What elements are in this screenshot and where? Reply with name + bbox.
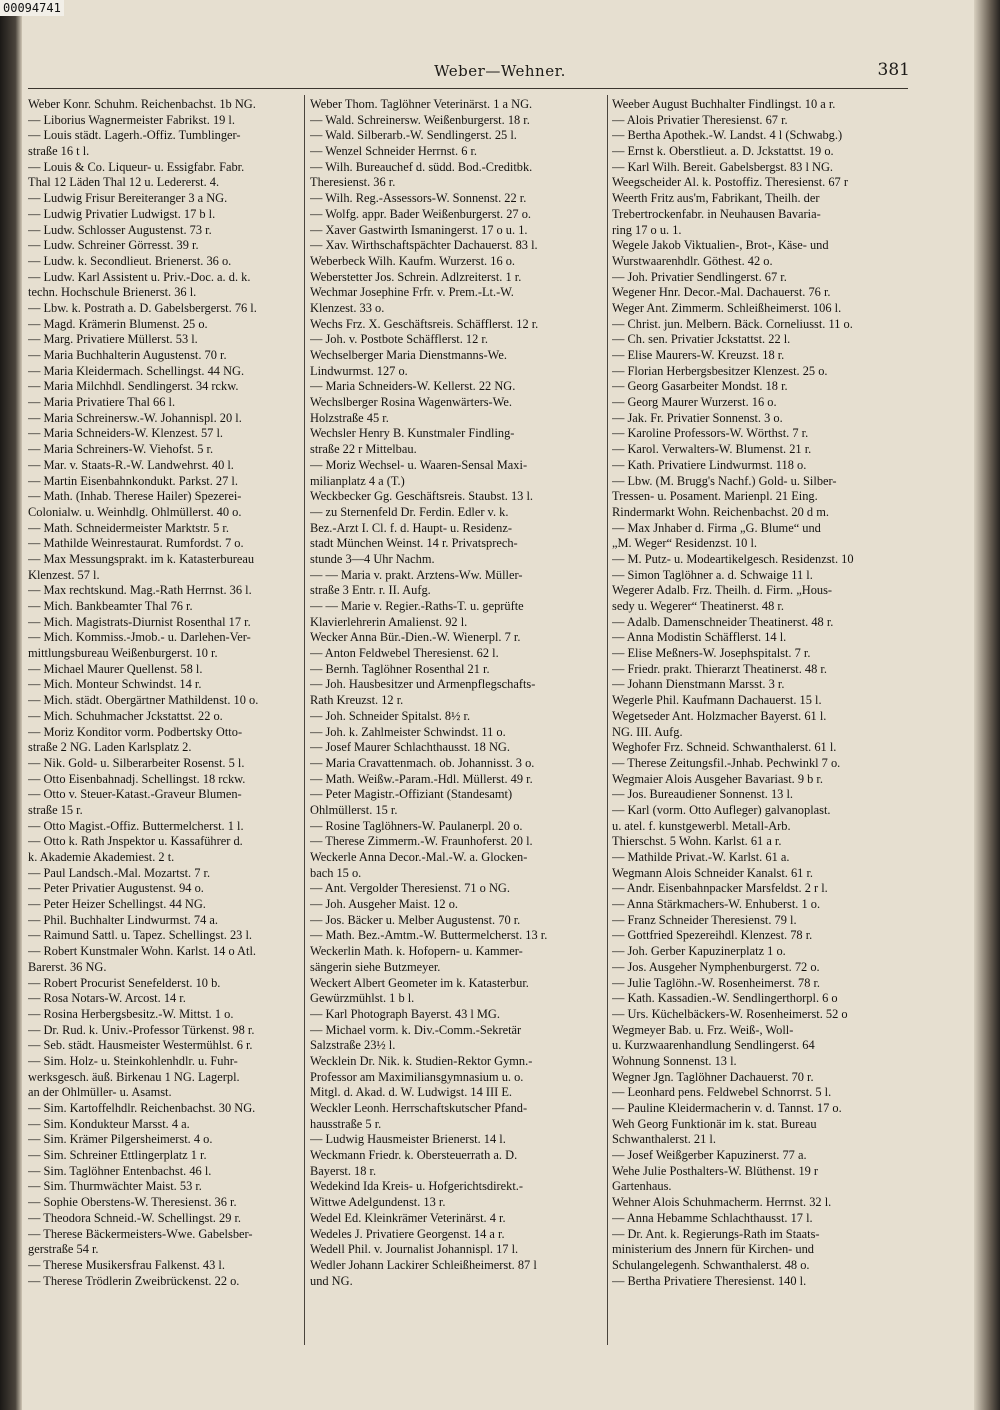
entry-line: — Karl Wilh. Bereit. Gabelsbergst. 83 l NG. [612, 159, 834, 174]
entry-line: Bayerst. 18 r. [310, 1163, 377, 1178]
entry-line: Rindermarkt Wohn. Reichenbachst. 20 d m. [612, 504, 829, 519]
book-gutter [0, 0, 22, 1410]
entry-line: — Karl Photograph Bayerst. 43 l MG. [310, 1006, 500, 1021]
entry-line: — Otto Magist.-Offiz. Buttermelcherst. 1 l. [28, 818, 244, 833]
entry-line: Rath Kreuzst. 12 r. [310, 693, 404, 708]
entry-line: Mitgl. d. Akad. d. W. Ludwigst. 14 III E. [310, 1085, 513, 1100]
entry-line: Wedler Johann Lackirer Schleißheimerst. 87 l [310, 1257, 537, 1272]
entry-line: Schwanthalerst. 21 l. [612, 1132, 716, 1147]
entry-line: Wedell Phil. v. Journalist Johannispl. 17 l. [310, 1242, 519, 1257]
entry-line: Wehner Alois Schuhmacherm. Herrnst. 32 l. [612, 1195, 832, 1210]
entry-line: techn. Hochschule Brienerst. 36 l. [28, 285, 197, 300]
column-separator [304, 95, 305, 1345]
entry-line: — Josef Weißgerber Kapuzinerst. 77 a. [612, 1148, 807, 1163]
entry-line: sedy u. Wegerer“ Theatinerst. 48 r. [612, 599, 784, 613]
entry-line: straße 2 NG. Laden Karlsplatz 2. [28, 740, 192, 755]
entry-line: werksgesch. äuß. Birkenau 1 NG. Lagerpl. [28, 1069, 240, 1084]
entry-line: Wedel Ed. Kleinkrämer Veterinärst. 4 r. [310, 1210, 506, 1225]
entry-line: — Wilh. Reg.-Assessors-W. Sonnenst. 22 r. [310, 191, 527, 206]
entry-line: — Mar. v. Staats-R.-W. Landwehrst. 40 l. [28, 457, 234, 472]
scan-stamp: 00094741 [0, 0, 64, 16]
entry-line: — Otto k. Rath Jnspektor u. Kassaführer d. [28, 834, 243, 849]
entry-line: — Karl (vorm. Otto Aufleger) galvanoplast. [612, 802, 831, 817]
entry-line: — Robert Kunstmaler Wohn. Karlst. 14 o Atl. [28, 944, 256, 959]
entry-line: — Ludw. Schlosser Augustenst. 73 r. [28, 222, 212, 237]
entry-line: — Lbw. (M. Brugg's Nachf.) Gold- u. Silber- [612, 473, 837, 488]
entry-line: Wurstwaarenhdlr. Göthest. 42 o. [612, 253, 773, 268]
column-3 [612, 97, 910, 1289]
entry-line: Weberstetter Jos. Schrein. Adlzreiterst. 1 r. [310, 269, 522, 284]
entry-line: — Maria Schreiners-W. Viehofst. 5 r. [28, 442, 214, 457]
entry-line: — Joh. Privatier Sendlingerst. 67 r. [612, 269, 787, 284]
entry-line: Wehe Julie Posthalters-W. Blüthenst. 19 r [612, 1163, 819, 1178]
entry-line: — Maria Kleidermach. Schellingst. 44 NG. [28, 363, 245, 378]
entry-line: — Sim. Kondukteur Marsst. 4 a. [28, 1116, 190, 1131]
entry-line: — Elise Maurers-W. Kreuzst. 18 r. [612, 348, 785, 362]
entry-line: — Gottfried Spezereihdl. Klenzest. 78 r. [612, 928, 813, 943]
entry-line: — Joh. Schneider Spitalst. 8½ r. [310, 708, 471, 723]
entry-line: — Julie Taglöhn.-W. Rosenheimerst. 78 r. [612, 975, 821, 990]
entry-line: — Rosina Herbergsbesitz.-W. Mittst. 1 o. [28, 1006, 234, 1021]
entry-line: — Friedr. prakt. Thierarzt Theatinerst. 48 r. [612, 661, 827, 676]
entry-line: Weber Konr. Schuhm. Reichenbachst. 1b NG. [28, 97, 256, 111]
entry-line: Salzstraße 23½ l. [310, 1038, 396, 1053]
entry-line: NG. III. Aufg. [612, 724, 683, 739]
entry-line: Schulangelegenh. Schwanthalerst. 48 o. [612, 1257, 810, 1272]
entry-line: — Michael vorm. k. Div.-Comm.-Sekretär [310, 1022, 522, 1037]
entry-line: — zu Sternenfeld Dr. Ferdin. Edler v. k. [310, 504, 509, 519]
entry-line: — M. Putz- u. Modeartikelgesch. Residenzst. 10 [612, 551, 854, 566]
entry-line: — Sim. Holz- u. Steinkohlenhdlr. u. Fuhr- [28, 1053, 238, 1068]
entry-line: — Joh. Hausbesitzer und Armenpflegschafts- [310, 677, 536, 692]
entry-line: — Anna Hebamme Schlachthausst. 17 l. [612, 1210, 813, 1225]
entry-line: Holzstraße 45 r. [310, 410, 389, 425]
entry-line: — — Maria v. prakt. Arztens-Ww. Müller- [310, 567, 523, 582]
column-2 [310, 97, 602, 1289]
entry-line: — Sim. Kartoffelhdlr. Reichenbachst. 30 NG. [28, 1101, 256, 1115]
entry-line: — Joh. Ausgeher Maist. 12 o. [310, 897, 458, 912]
entry-line: — Maria Schneiders-W. Klenzest. 57 l. [28, 426, 223, 441]
entry-line: — Sim. Taglöhner Entenbachst. 46 l. [28, 1163, 212, 1178]
entry-line: — Kath. Kassadien.-W. Sendlingerthorpl. 6 o [612, 991, 838, 1006]
entry-line: Gartenhaus. [612, 1179, 672, 1194]
column-1 [28, 97, 298, 1289]
entry-line: „M. Weger“ Residenzst. 10 l. [612, 536, 758, 551]
entry-line: — Martin Eisenbahnkondukt. Parkst. 27 l. [28, 473, 238, 488]
entry-line: Wedekind Ida Kreis- u. Hofgerichtsdirekt.- [310, 1179, 524, 1194]
entry-line: — Therese Bäckermeisters-Wwe. Gabelsber- [28, 1226, 253, 1241]
entry-line: — Sim. Schreiner Ettlingerplatz 1 r. [28, 1148, 207, 1163]
entry-line: mittlungsbureau Weißenburgerst. 10 r. [28, 646, 218, 661]
entry-line: Wegner Jgn. Taglöhner Dachauerst. 70 r. [612, 1069, 814, 1084]
entry-line: — Bertha Apothek.-W. Landst. 4 l (Schwabg.) [612, 128, 843, 143]
entry-line: Wohnung Sonnenst. 13 l. [612, 1053, 737, 1068]
column-separator [607, 95, 608, 1345]
entry-line: bach 15 o. [310, 865, 362, 880]
entry-line: Tressen- u. Posament. Marienpl. 21 Eing. [612, 489, 818, 504]
entry-line: — Paul Landsch.-Mal. Mozartst. 7 r. [28, 865, 211, 880]
entry-line: Wecklein Dr. Nik. k. Studien-Rektor Gymn.- [310, 1053, 533, 1068]
entry-line: — Urs. Küchelbäckers-W. Rosenheimerst. 52 o [612, 1006, 848, 1021]
entry-line: Klenzest. 33 o. [310, 300, 385, 315]
entry-line: milianplatz 4 a (T.) [310, 473, 405, 488]
entry-line: — Mich. städt. Obergärtner Mathildenst. 10 o. [28, 693, 259, 708]
entry-line: — Mich. Bankbeamter Thal 76 r. [28, 599, 193, 613]
entry-line: Wecker Anna Bür.-Dien.-W. Wienerpl. 7 r. [310, 630, 521, 645]
entry-line: u. atel. f. kunstgewerbl. Metall-Arb. [612, 818, 791, 833]
entry-line: gerstraße 54 r. [28, 1242, 99, 1257]
entry-line: Theresienst. 36 r. [310, 175, 396, 190]
entry-line: — Wenzel Schneider Herrnst. 6 r. [310, 144, 478, 159]
entry-line: Weckerlin Math. k. Hofopern- u. Kammer- [310, 944, 523, 959]
entry-line: — Joh. v. Postbote Schäfflerst. 12 r. [310, 332, 488, 347]
entry-line: — Kath. Privatiere Lindwurmst. 118 o. [612, 457, 807, 472]
entry-line: — Mich. Monteur Schwindst. 14 r. [28, 677, 202, 692]
entry-line: Colonialw. u. Weinhdlg. Ohlmüllerst. 40 o. [28, 504, 242, 519]
entry-line: Ohlmüllerst. 15 r. [310, 802, 398, 817]
entry-line: — Ludw. Karl Assistent u. Priv.-Doc. a. d. k. [28, 269, 251, 284]
entry-line: Wechmar Josephine Frfr. v. Prem.-Lt.-W. [310, 285, 514, 300]
entry-line: — Dr. Rud. k. Univ.-Professor Türkenst. 98 r. [28, 1022, 255, 1037]
entry-line: — Louis städt. Lagerh.-Offiz. Tumblinger- [28, 128, 241, 143]
entry-line: — Ludwig Frisur Bereiteranger 3 a NG. [28, 191, 228, 206]
entry-line: — Maria Buchhalterin Augustenst. 70 r. [28, 348, 227, 362]
entry-line: Weeber August Buchhalter Findlingst. 10 a r. [612, 97, 836, 111]
entry-line: — Anna Modistin Schäfflerst. 14 l. [612, 630, 787, 645]
entry-line: Klenzest. 57 l. [28, 567, 100, 582]
entry-line: — Moriz Wechsel- u. Waaren-Sensal Maxi- [310, 457, 528, 472]
entry-line: — Phil. Buchhalter Lindwurmst. 74 a. [28, 912, 218, 927]
entry-line: — Xav. Wirthschaftspächter Dachauerst. 83 l. [310, 238, 538, 253]
entry-line: — Alois Privatier Theresienst. 67 r. [612, 112, 788, 127]
entry-line: Wegerer Adalb. Frz. Theilh. d. Firm. „Hous- [612, 583, 833, 598]
entry-line: Thierschst. 5 Wohn. Karlst. 61 a r. [612, 834, 782, 849]
entry-line: — Math. Bez.-Amtm.-W. Buttermelcherst. 13 r. [310, 928, 548, 943]
entry-line: — Ernst k. Oberstlieut. a. D. Jckstattst. 19 o. [612, 144, 834, 159]
entry-line: Wittwe Adelgundenst. 13 r. [310, 1195, 446, 1210]
entry-line: Barerst. 36 NG. [28, 959, 107, 974]
entry-line: u. Kurzwaarenhandlung Sendlingerst. 64 [612, 1038, 815, 1053]
entry-line: — Anton Feldwebel Theresienst. 62 l. [310, 646, 499, 661]
entry-line: — Sophie Oberstens-W. Theresienst. 36 r. [28, 1195, 237, 1210]
entry-line: stadt München Weinst. 14 r. Privatsprech- [310, 536, 518, 551]
entry-line: — Magd. Krämerin Blumenst. 25 o. [28, 316, 208, 331]
entry-line: — Seb. städt. Hausmeister Westermühlst. 6 r. [28, 1038, 253, 1053]
page-number: 381 [877, 60, 910, 80]
entry-line: — Florian Herbergsbesitzer Klenzest. 25 o. [612, 363, 828, 378]
entry-line: — Rosine Taglöhners-W. Paulanerpl. 20 o. [310, 818, 523, 833]
entry-line: — Elise Meßners-W. Josephspitalst. 7 r. [612, 646, 811, 661]
entry-line: Wegmaier Alois Ausgeher Bavariast. 9 b r. [612, 771, 823, 786]
entry-line: — Joh. k. Zahlmeister Schwindst. 11 o. [310, 724, 506, 739]
entry-line: — Jos. Bäcker u. Melber Augustenst. 70 r. [310, 912, 521, 927]
entry-line: straße 3 Entr. r. II. Aufg. [310, 583, 431, 598]
entry-line: — Therese Zeitungsfil.-Jnhab. Pechwinkl 7 o. [612, 755, 841, 770]
entry-line: — Maria Privatiere Thal 66 l. [28, 395, 176, 410]
entry-line: — Nik. Gold- u. Silberarbeiter Rosenst. 5 l. [28, 755, 245, 770]
entry-line: — Jos. Ausgeher Nymphenburgerst. 72 o. [612, 959, 820, 974]
entry-line: Wegele Jakob Viktualien-, Brot-, Käse- und [612, 238, 829, 253]
entry-line: — Jak. Fr. Privatier Sonnenst. 3 o. [612, 410, 783, 425]
entry-line: — Sim. Krämer Pilgersheimerst. 4 o. [28, 1132, 213, 1147]
entry-line: — — Marie v. Regier.-Raths-T. u. geprüfte [310, 599, 524, 613]
entry-line: — Karoline Professors-W. Wörthst. 7 r. [612, 426, 809, 441]
entry-line: Weger Ant. Zimmerm. Schleißheimerst. 106 l. [612, 300, 842, 315]
entry-line: — Ludw. k. Secondlieut. Brienerst. 36 o. [28, 253, 232, 268]
entry-line: — Franz Schneider Theresienst. 79 l. [612, 912, 797, 927]
entry-line: — Otto v. Steuer-Katast.-Graveur Blumen- [28, 787, 242, 802]
entry-line: — Karol. Verwalters-W. Blumenst. 21 r. [612, 442, 812, 457]
entry-line: Weegscheider Al. k. Postoffiz. Theresienst. 67 r [612, 175, 848, 190]
entry-line: — Sim. Thurmwächter Maist. 53 r. [28, 1179, 202, 1194]
entry-line: — Josef Maurer Schlachthausst. 18 NG. [310, 740, 510, 755]
entry-line: — Bernh. Taglöhner Rosenthal 21 r. [310, 661, 490, 676]
entry-line: — Wolfg. appr. Bader Weißenburgerst. 27 o. [310, 206, 531, 221]
entry-line: Wechsler Henry B. Kunstmaler Findling- [310, 426, 515, 441]
entry-line: — Math. Schneidermeister Marktstr. 5 r. [28, 520, 229, 535]
entry-line: — Ludwig Hausmeister Brienerst. 14 l. [310, 1132, 506, 1147]
entry-line: ministerium des Jnnern für Kirchen- und [612, 1242, 814, 1257]
entry-line: Thal 12 Läden Thal 12 u. Ledererst. 4. [28, 175, 220, 190]
entry-line: — Max Messungsprakt. im k. Katasterbureau [28, 551, 255, 566]
entry-line: straße 22 r Mittelbau. [310, 442, 417, 457]
entry-line: — Rosa Notars-W. Arcost. 14 r. [28, 991, 186, 1006]
entry-line: — Math. (Inhab. Therese Hailer) Spezerei- [28, 489, 242, 504]
entry-line: Wegerle Phil. Kaufmann Dachauerst. 15 l. [612, 693, 822, 708]
entry-line: — Therese Zimmerm.-W. Fraunhoferst. 20 l. [310, 834, 533, 849]
entry-line: — Andr. Eisenbahnpacker Marsfeldst. 2 r l. [612, 881, 828, 896]
entry-line: Weckler Leonh. Herrschaftskutscher Pfand- [310, 1101, 528, 1115]
entry-line: — Peter Heizer Schellingst. 44 NG. [28, 897, 206, 912]
entry-line: — Max Jnhaber d. Firma „G. Blume“ und [612, 520, 821, 535]
entry-line: — Maria Schneiders-W. Kellerst. 22 NG. [310, 379, 516, 394]
entry-line: Wechslberger Rosina Wagenwärters-We. [310, 395, 512, 410]
entry-line: Weghofer Frz. Schneid. Schwanthalerst. 61 l. [612, 740, 837, 755]
entry-line: — Theodora Schneid.-W. Schellingst. 29 r. [28, 1210, 242, 1225]
entry-line: — Max rechtskund. Mag.-Rath Herrnst. 36 l. [28, 583, 252, 598]
entry-line: — Ch. sen. Privatier Jckstattst. 22 l. [612, 332, 791, 347]
entry-line: — Simon Taglöhner a. d. Schwaige 11 l. [612, 567, 813, 582]
entry-line: — Lbw. k. Postrath a. D. Gabelsbergerst. 76 l. [28, 300, 257, 315]
running-head: Weber—Wehner. [434, 62, 566, 80]
entry-line: — Wald. Silberarb.-W. Sendlingerst. 25 l. [310, 128, 517, 143]
entry-line: — Ant. Vergolder Theresienst. 71 o NG. [310, 881, 510, 896]
entry-line: hausstraße 5 r. [310, 1116, 382, 1131]
header-rule [28, 88, 908, 89]
entry-line: — Robert Procurist Senefelderst. 10 b. [28, 975, 221, 990]
entry-line: — Wilh. Bureauchef d. südd. Bod.-Creditbk. [310, 159, 533, 174]
entry-line: Weerth Fritz aus'm, Fabrikant, Theilh. der [612, 191, 820, 206]
entry-line: — Mich. Schuhmacher Jckstattst. 22 o. [28, 708, 223, 723]
entry-line: Trebertrockenfabr. in Neuhausen Bavaria- [612, 206, 821, 221]
entry-line: und NG. [310, 1273, 353, 1288]
entry-line: — Maria Schreinersw.-W. Johannispl. 20 l. [28, 410, 242, 425]
entry-line: Wedeles J. Privatiere Georgenst. 14 a r. [310, 1226, 505, 1241]
entry-line: straße 15 r. [28, 802, 83, 817]
entry-line: — Mathilde Privat.-W. Karlst. 61 a. [612, 850, 790, 864]
entry-line: straße 16 t l. [28, 144, 90, 159]
entry-line: Wegener Hnr. Decor.-Mal. Dachauerst. 76 r. [612, 285, 831, 300]
entry-line: — Peter Magistr.-Offiziant (Standesamt) [310, 787, 513, 802]
entry-line: Wechs Frz. X. Geschäftsreis. Schäfflerst. 12 r. [310, 316, 539, 331]
entry-line: — Dr. Ant. k. Regierungs-Rath im Staats- [612, 1226, 820, 1241]
entry-line: — Bertha Privatiere Theresienst. 140 l. [612, 1273, 807, 1288]
entry-line: — Maria Milchhdl. Sendlingerst. 34 rckw. [28, 379, 239, 394]
entry-line: stunde 3—4 Uhr Nachm. [310, 551, 435, 566]
entry-line: — Michael Maurer Quellenst. 58 l. [28, 661, 203, 676]
entry-line: Wegmeyer Bab. u. Frz. Weiß-, Woll- [612, 1022, 794, 1037]
entry-line: — Therese Trödlerin Zweibrückenst. 22 o. [28, 1273, 240, 1288]
entry-line: — Georg Gasarbeiter Mondst. 18 r. [612, 379, 788, 394]
entry-line: — Peter Privatier Augustenst. 94 o. [28, 881, 204, 896]
entry-line: Wegmann Alois Schneider Kanalst. 61 r. [612, 865, 814, 880]
entry-line: — Raimund Sattl. u. Tapez. Schellingst. 23 l. [28, 928, 252, 943]
entry-line: ring 17 o u. 1. [612, 222, 682, 237]
entry-line: — Christ. jun. Melbern. Bäck. Corneliusst. 11 o. [612, 316, 853, 331]
entry-line: Wechselberger Maria Dienstmanns-We. [310, 348, 507, 362]
entry-line: — Joh. Gerber Kapuzinerplatz 1 o. [612, 944, 786, 959]
entry-line: — Georg Maurer Wurzerst. 16 o. [612, 395, 777, 410]
entry-line: Gewürzmühlst. 1 b l. [310, 991, 415, 1006]
entry-line: Klavierlehrerin Amalienst. 92 l. [310, 614, 468, 629]
entry-line: — Jos. Bureaudiener Sonnenst. 13 l. [612, 787, 794, 802]
entry-line: — Moriz Konditor vorm. Podbertsky Otto- [28, 724, 243, 739]
entry-line: Weberbeck Wilh. Kaufm. Wurzerst. 16 o. [310, 253, 516, 268]
entry-line: — Johann Dienstmann Marsst. 3 r. [612, 677, 785, 692]
entry-line: sängerin siehe Butzmeyer. [310, 959, 441, 974]
entry-line: — Maria Cravattenmach. ob. Johannisst. 3 o. [310, 755, 535, 770]
page-edge-shadow [974, 0, 1000, 1410]
entry-line: — Ludwig Privatier Ludwigst. 17 b l. [28, 206, 216, 221]
entry-line: Bez.-Arzt I. Cl. f. d. Haupt- u. Residenz- [310, 520, 512, 535]
entry-line: k. Akademie Akademiest. 2 t. [28, 850, 175, 864]
entry-line: an der Ohlmüller- u. Asamst. [28, 1085, 172, 1100]
entry-line: Weckmann Friedr. k. Obersteuerrath a. D. [310, 1148, 518, 1163]
entry-line: — Mich. Magistrats-Diurnist Rosenthal 17 r. [28, 614, 251, 629]
entry-line: Weber Thom. Taglöhner Veterinärst. 1 a NG. [310, 97, 533, 111]
entry-line: — Math. Weißw.-Param.-Hdl. Müllerst. 49 r. [310, 771, 533, 786]
entry-line: Weckert Albert Geometer im k. Katasterbur. [310, 975, 529, 990]
entry-line: — Therese Musikersfrau Falkenst. 43 l. [28, 1257, 225, 1272]
entry-line: — Xaver Gastwirth Ismaningerst. 17 o u. 1. [310, 222, 528, 237]
entry-line: — Otto Eisenbahnadj. Schellingst. 18 rckw. [28, 771, 246, 786]
entry-line: Lindwurmst. 127 o. [310, 363, 408, 378]
entry-line: Weh Georg Funktionär im k. stat. Bureau [612, 1116, 817, 1131]
entry-line: — Pauline Kleidermacherin v. d. Tannst. 17 o. [612, 1101, 842, 1115]
entry-line: Professor am Maximiliansgymnasium u. o. [310, 1069, 524, 1084]
entry-line: — Mich. Kommiss.-Jmob.- u. Darlehen-Ver- [28, 630, 251, 645]
entry-line: — Marg. Privatiere Müllerst. 53 l. [28, 332, 198, 347]
entry-line: — Anna Stärkmachers-W. Enhuberst. 1 o. [612, 897, 821, 912]
entry-line: — Wald. Schreinersw. Weißenburgerst. 18 r. [310, 112, 530, 127]
entry-line: — Ludw. Schreiner Görresst. 39 r. [28, 238, 199, 253]
entry-line: — Adalb. Damenschneider Theatinerst. 48 r. [612, 614, 834, 629]
entry-line: — Louis & Co. Liqueur- u. Essigfabr. Fabr. [28, 159, 245, 174]
entry-line: Weckerle Anna Decor.-Mal.-W. a. Glocken- [310, 850, 528, 864]
entry-line: — Mathilde Weinrestaurat. Rumfordst. 7 o. [28, 536, 244, 551]
entry-line: — Liborius Wagnermeister Fabrikst. 19 l. [28, 112, 235, 127]
entry-line: — Leonhard pens. Feldwebel Schnorrst. 5 l. [612, 1085, 832, 1100]
entry-line: Weckbecker Gg. Geschäftsreis. Staubst. 13 l. [310, 489, 534, 504]
entry-line: Wegetseder Ant. Holzmacher Bayerst. 61 l. [612, 708, 827, 723]
